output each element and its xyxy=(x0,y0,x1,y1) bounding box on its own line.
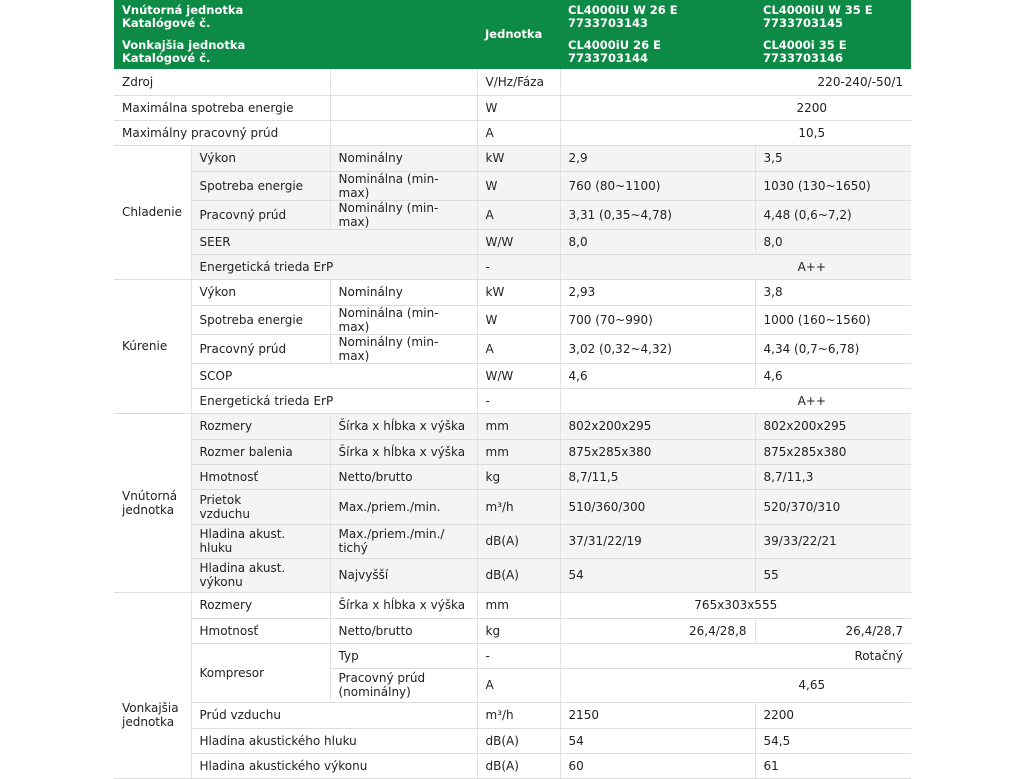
row-value: 4,65 xyxy=(560,668,911,702)
row-value-1: 54 xyxy=(560,558,755,592)
row-out-weight xyxy=(114,618,911,643)
row-label: Hladina akustického hluku xyxy=(191,728,477,753)
row-value-1: 510/360/300 xyxy=(560,489,755,524)
row-value: Rotačný xyxy=(560,643,911,668)
row-value: 220-240/-50/1 xyxy=(560,69,911,95)
row-unit: W xyxy=(477,305,560,334)
row-cond: Najvyšší xyxy=(330,558,477,592)
row-heat-consumption xyxy=(114,305,911,334)
header-model1-outdoor: CL4000iU 26 E 7733703144 xyxy=(560,34,755,69)
row-value-2: 1000 (160~1560) xyxy=(755,305,911,334)
row-value-2: 54,5 xyxy=(755,728,911,753)
row-source xyxy=(114,69,911,95)
row-max-current xyxy=(114,120,911,145)
row-label: Energetická trieda ErP xyxy=(191,388,477,413)
row-value-2: 802x200x295 xyxy=(755,413,911,439)
row-cool-erp xyxy=(114,254,911,279)
row-value-1: 802x200x295 xyxy=(560,413,755,439)
row-heat-current xyxy=(114,334,911,363)
row-value-1: 4,6 xyxy=(560,363,755,388)
row-cond: Šírka x hĺbka x výška xyxy=(330,439,477,464)
row-in-weight xyxy=(114,464,911,489)
header-model2-outdoor: CL4000i 35 E 7733703146 xyxy=(755,34,911,69)
row-in-noise xyxy=(114,524,911,558)
row-value-1: 54 xyxy=(560,728,755,753)
row-value-2: 26,4/28,7 xyxy=(755,618,911,643)
row-label: Hladina akustického výkonu xyxy=(191,753,477,778)
group-cooling: Chladenie xyxy=(114,145,191,279)
row-value-2: 520/370/310 xyxy=(755,489,911,524)
row-unit: dB(A) xyxy=(477,728,560,753)
group-heating: Kúrenie xyxy=(114,279,191,413)
row-value-1: 875x285x380 xyxy=(560,439,755,464)
row-label: Spotreba energie xyxy=(191,305,330,334)
row-value-1: 2,93 xyxy=(560,279,755,305)
row-out-dims xyxy=(114,592,911,618)
row-cond: Netto/brutto xyxy=(330,464,477,489)
row-value-2: 1030 (130~1650) xyxy=(755,171,911,200)
row-label: Pracovný prúd xyxy=(191,200,330,229)
row-unit: mm xyxy=(477,439,560,464)
row-unit: dB(A) xyxy=(477,753,560,778)
row-unit: mm xyxy=(477,592,560,618)
row-unit: dB(A) xyxy=(477,558,560,592)
row-cond: Šírka x hĺbka x výška xyxy=(330,592,477,618)
row-label: Energetická trieda ErP xyxy=(191,254,477,279)
row-value-1: 26,4/28,8 xyxy=(560,618,755,643)
row-cool-current xyxy=(114,200,911,229)
row-label: Hladina akust. výkonu xyxy=(191,558,330,592)
row-out-power-level xyxy=(114,753,911,778)
row-label: Rozmery xyxy=(191,413,330,439)
row-unit: A xyxy=(477,120,560,145)
row-label: Zdroj xyxy=(114,69,330,95)
header-model2-indoor: CL4000iU W 35 E 7733703145 xyxy=(755,0,911,34)
row-label: Maximálna spotreba energie xyxy=(114,95,330,120)
row-value-2: 4,34 (0,7~6,78) xyxy=(755,334,911,363)
row-out-airflow xyxy=(114,702,911,728)
row-unit: m³/h xyxy=(477,702,560,728)
row-value-2: 4,6 xyxy=(755,363,911,388)
row-unit: dB(A) xyxy=(477,524,560,558)
row-unit: W xyxy=(477,95,560,120)
row-heat-power xyxy=(114,279,911,305)
row-value: 765x303x555 xyxy=(560,592,911,618)
row-in-airflow xyxy=(114,489,911,524)
spec-table xyxy=(114,0,911,779)
row-value-2: 2200 xyxy=(755,702,911,728)
header-outdoor-label: Vonkajšia jednotka Katalógové č. xyxy=(114,34,477,69)
row-cond: Nominálna (min-max) xyxy=(330,305,477,334)
row-value-2: 39/33/22/21 xyxy=(755,524,911,558)
row-label: Výkon xyxy=(191,145,330,171)
row-cond: Max./priem./min. xyxy=(330,489,477,524)
row-unit: W/W xyxy=(477,229,560,254)
row-label: Rozmer balenia xyxy=(191,439,330,464)
row-value-1: 8,7/11,5 xyxy=(560,464,755,489)
row-label: Hmotnosť xyxy=(191,464,330,489)
row-cond: Typ xyxy=(330,643,477,668)
row-value: A++ xyxy=(560,388,911,413)
row-value-1: 700 (70~990) xyxy=(560,305,755,334)
row-label: Spotreba energie xyxy=(191,171,330,200)
row-unit: mm xyxy=(477,413,560,439)
row-value: A++ xyxy=(560,254,911,279)
row-in-dims xyxy=(114,413,911,439)
row-unit: kg xyxy=(477,618,560,643)
row-label: Prúd vzduchu xyxy=(191,702,477,728)
row-value: 2200 xyxy=(560,95,911,120)
row-cool-seer xyxy=(114,229,911,254)
row-label: Maximálny pracovný prúd xyxy=(114,120,330,145)
row-cond: Nominálna (min-max) xyxy=(330,171,477,200)
group-indoor: Vnútorná jednotka xyxy=(114,413,191,592)
row-cond: Šírka x hĺbka x výška xyxy=(330,413,477,439)
row-cond: Nominálny (min-max) xyxy=(330,334,477,363)
row-value-2: 8,7/11,3 xyxy=(755,464,911,489)
row-label: Výkon xyxy=(191,279,330,305)
row-max-power xyxy=(114,95,911,120)
row-unit: - xyxy=(477,643,560,668)
row-value-2: 3,5 xyxy=(755,145,911,171)
row-in-power-level xyxy=(114,558,911,592)
row-value-1: 60 xyxy=(560,753,755,778)
header-unit-col: Jednotka xyxy=(477,0,560,69)
row-cond: Nominálny xyxy=(330,145,477,171)
row-heat-scop xyxy=(114,363,911,388)
row-label: Kompresor xyxy=(191,643,330,702)
header-model1-indoor: CL4000iU W 26 E 7733703143 xyxy=(560,0,755,34)
row-cool-power xyxy=(114,145,911,171)
row-value: 10,5 xyxy=(560,120,911,145)
row-heat-erp xyxy=(114,388,911,413)
row-unit: - xyxy=(477,254,560,279)
row-value-2: 875x285x380 xyxy=(755,439,911,464)
row-unit: A xyxy=(477,334,560,363)
row-cond: Netto/brutto xyxy=(330,618,477,643)
row-value-2: 55 xyxy=(755,558,911,592)
row-value-1: 37/31/22/19 xyxy=(560,524,755,558)
row-label: Prietok vzduchu xyxy=(191,489,330,524)
row-value-1: 8,0 xyxy=(560,229,755,254)
row-label: SEER xyxy=(191,229,477,254)
row-unit: kW xyxy=(477,145,560,171)
row-label: Hladina akust. hluku xyxy=(191,524,330,558)
row-unit: W xyxy=(477,171,560,200)
row-label: SCOP xyxy=(191,363,477,388)
row-unit: kg xyxy=(477,464,560,489)
row-value-1: 3,31 (0,35~4,78) xyxy=(560,200,755,229)
row-out-compressor-type xyxy=(114,643,911,668)
row-value-1: 2,9 xyxy=(560,145,755,171)
row-label: Pracovný prúd xyxy=(191,334,330,363)
row-unit: A xyxy=(477,668,560,702)
row-unit: kW xyxy=(477,279,560,305)
row-value-1: 3,02 (0,32~4,32) xyxy=(560,334,755,363)
row-unit: V/Hz/Fáza xyxy=(477,69,560,95)
row-unit: m³/h xyxy=(477,489,560,524)
row-value-2: 8,0 xyxy=(755,229,911,254)
row-unit: A xyxy=(477,200,560,229)
header-row-indoor xyxy=(114,0,911,34)
row-value-2: 3,8 xyxy=(755,279,911,305)
row-out-noise xyxy=(114,728,911,753)
row-unit: W/W xyxy=(477,363,560,388)
row-value-2: 4,48 (0,6~7,2) xyxy=(755,200,911,229)
header-indoor-label: Vnútorná jednotka Katalógové č. xyxy=(114,0,477,34)
row-value-2: 61 xyxy=(755,753,911,778)
group-outdoor: Vonkajšia jednotka xyxy=(114,592,191,778)
row-label: Hmotnosť xyxy=(191,618,330,643)
row-cond: Nominálny (min-max) xyxy=(330,200,477,229)
row-cond: Pracovný prúd (nominálny) xyxy=(330,668,477,702)
row-value-1: 760 (80~1100) xyxy=(560,171,755,200)
row-cond: Nominálny xyxy=(330,279,477,305)
row-cond: Max./priem./min./ tichý xyxy=(330,524,477,558)
row-cool-consumption xyxy=(114,171,911,200)
row-label: Rozmery xyxy=(191,592,330,618)
row-unit: - xyxy=(477,388,560,413)
row-in-pack xyxy=(114,439,911,464)
row-value-1: 2150 xyxy=(560,702,755,728)
